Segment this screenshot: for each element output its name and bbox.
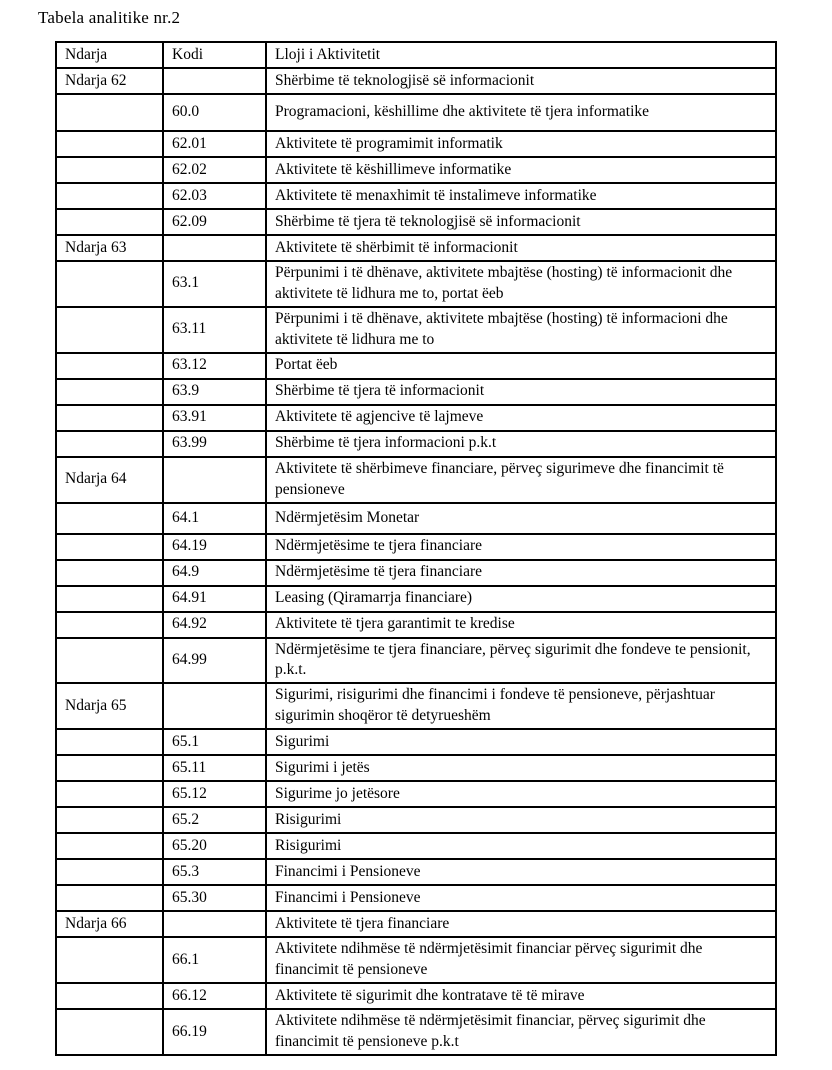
cell-ndarja: [56, 503, 163, 534]
table-row: [56, 235, 776, 261]
cell-lloji: Financimi i Pensioneve: [266, 885, 776, 911]
table-row: [56, 638, 776, 684]
cell-lloji: Përpunimi i të dhënave, aktivitete mbajtëse (hosting) të informacionit dhe aktivitete të lidhura me to, portat ëeb: [266, 261, 776, 307]
cell-ndarja: [56, 307, 163, 353]
cell-lloji: Shërbime të tjera të teknologjisë së informacionit: [266, 209, 776, 235]
cell-kodi: [163, 235, 266, 261]
cell-ndarja: [56, 534, 163, 560]
cell-lloji: Ndërmjetësime te tjera financiare, përveç sigurimit dhe fondeve te pensionit, p.k.t.: [266, 638, 776, 684]
cell-kodi: 65.30: [163, 885, 266, 911]
cell-ndarja: [56, 209, 163, 235]
cell-kodi: 64.9: [163, 560, 266, 586]
table-row: [56, 560, 776, 586]
cell-lloji: Shërbime të tjera të informacionit: [266, 379, 776, 405]
cell-lloji: Risigurimi: [266, 807, 776, 833]
cell-kodi: [163, 68, 266, 94]
cell-ndarja: [56, 937, 163, 983]
cell-ndarja: [56, 431, 163, 457]
table-row: [56, 157, 776, 183]
cell-ndarja: [56, 755, 163, 781]
cell-kodi: 66.19: [163, 1009, 266, 1055]
table-row: [56, 457, 776, 503]
cell-kodi: 62.02: [163, 157, 266, 183]
table-row: [56, 683, 776, 729]
cell-kodi: 65.12: [163, 781, 266, 807]
cell-lloji: Aktivitete të tjera garantimit te kredise: [266, 612, 776, 638]
cell-lloji: Programacioni, këshillime dhe aktivitete të tjera informatike: [266, 94, 776, 131]
cell-kodi: 63.1: [163, 261, 266, 307]
cell-lloji: Aktivitete të sigurimit dhe kontratave të të mirave: [266, 983, 776, 1009]
cell-kodi: 64.19: [163, 534, 266, 560]
cell-kodi: [163, 457, 266, 503]
cell-kodi: 62.03: [163, 183, 266, 209]
table-row: [56, 755, 776, 781]
cell-lloji: Shërbime të tjera informacioni p.k.t: [266, 431, 776, 457]
cell-ndarja: [56, 379, 163, 405]
cell-kodi: [163, 911, 266, 937]
cell-lloji: Aktivitete të agjencive të lajmeve: [266, 405, 776, 431]
header-lloji: Lloji i Aktivitetit: [266, 42, 776, 68]
cell-kodi: 66.1: [163, 937, 266, 983]
table-row: [56, 405, 776, 431]
table-row: [56, 431, 776, 457]
cell-kodi: 66.12: [163, 983, 266, 1009]
cell-kodi: 64.99: [163, 638, 266, 684]
cell-kodi: 63.11: [163, 307, 266, 353]
cell-lloji: Aktivitete të shërbimeve financiare, përveç sigurimeve dhe financimit të pensioneve: [266, 457, 776, 503]
cell-kodi: 63.99: [163, 431, 266, 457]
cell-lloji: Aktivitete të programimit informatik: [266, 131, 776, 157]
cell-ndarja: [56, 183, 163, 209]
cell-ndarja: [56, 586, 163, 612]
table-row: [56, 209, 776, 235]
cell-ndarja: [56, 405, 163, 431]
table-row: [56, 379, 776, 405]
table-row: [56, 911, 776, 937]
table-row: [56, 534, 776, 560]
cell-ndarja: Ndarja 65: [56, 683, 163, 729]
cell-kodi: 65.3: [163, 859, 266, 885]
cell-ndarja: [56, 638, 163, 684]
table-row: [56, 781, 776, 807]
analytic-table: [55, 41, 777, 1056]
cell-kodi: 62.01: [163, 131, 266, 157]
cell-lloji: Aktivitete të shërbimit të informacionit: [266, 235, 776, 261]
cell-ndarja: Ndarja 62: [56, 68, 163, 94]
cell-ndarja: [56, 859, 163, 885]
cell-ndarja: Ndarja 66: [56, 911, 163, 937]
header-kodi: Kodi: [163, 42, 266, 68]
table-row: [56, 94, 776, 131]
table-row: [56, 885, 776, 911]
header-ndarja: Ndarja: [56, 42, 163, 68]
table-row: [56, 307, 776, 353]
cell-lloji: Përpunimi i të dhënave, aktivitete mbajtëse (hosting) të informacioni dhe aktivitete të lidhura me to: [266, 307, 776, 353]
table-row: [56, 612, 776, 638]
table-row: [56, 859, 776, 885]
table-row: [56, 937, 776, 983]
cell-lloji: Leasing (Qiramarrja financiare): [266, 586, 776, 612]
cell-lloji: Ndërmjetësime të tjera financiare: [266, 560, 776, 586]
table-row: [56, 68, 776, 94]
cell-lloji: Aktivitete të menaxhimit të instalimeve informatike: [266, 183, 776, 209]
cell-kodi: 65.20: [163, 833, 266, 859]
cell-ndarja: Ndarja 64: [56, 457, 163, 503]
cell-ndarja: [56, 983, 163, 1009]
table-row: [56, 983, 776, 1009]
table-row: [56, 729, 776, 755]
cell-ndarja: [56, 131, 163, 157]
cell-kodi: 62.09: [163, 209, 266, 235]
cell-ndarja: [56, 560, 163, 586]
cell-kodi: [163, 683, 266, 729]
table-header: [56, 42, 776, 68]
cell-lloji: Sigurimi i jetës: [266, 755, 776, 781]
cell-ndarja: [56, 353, 163, 379]
table-row: [56, 353, 776, 379]
cell-lloji: Shërbime të teknologjisë së informacionit: [266, 68, 776, 94]
table-body: [56, 68, 776, 1055]
cell-lloji: Sigurimi: [266, 729, 776, 755]
cell-lloji: Ndërmjetësim Monetar: [266, 503, 776, 534]
cell-kodi: 60.0: [163, 94, 266, 131]
cell-kodi: 63.12: [163, 353, 266, 379]
cell-lloji: Financimi i Pensioneve: [266, 859, 776, 885]
cell-ndarja: [56, 729, 163, 755]
table-row: [56, 503, 776, 534]
cell-lloji: Sigurimi, risigurimi dhe financimi i fondeve të pensioneve, përjashtuar sigurimin shoqëror të detyrueshëm: [266, 683, 776, 729]
cell-lloji: Aktivitete ndihmëse të ndërmjetësimit financiar, përveç sigurimit dhe financimit të pensioneve p.k.t: [266, 1009, 776, 1055]
cell-ndarja: [56, 94, 163, 131]
table-row: [56, 131, 776, 157]
table-row: [56, 1009, 776, 1055]
cell-lloji: Aktivitete të tjera financiare: [266, 911, 776, 937]
cell-lloji: Sigurime jo jetësore: [266, 781, 776, 807]
table-row: [56, 586, 776, 612]
cell-kodi: 65.11: [163, 755, 266, 781]
cell-ndarja: [56, 1009, 163, 1055]
cell-ndarja: [56, 157, 163, 183]
page-title: Tabela analitike nr.2: [38, 8, 181, 27]
cell-ndarja: [56, 781, 163, 807]
cell-ndarja: [56, 885, 163, 911]
cell-ndarja: Ndarja 63: [56, 235, 163, 261]
header-row: [56, 42, 776, 68]
cell-kodi: 64.91: [163, 586, 266, 612]
table-row: [56, 183, 776, 209]
cell-kodi: 64.92: [163, 612, 266, 638]
cell-lloji: Aktivitete ndihmëse të ndërmjetësimit financiar përveç sigurimit dhe financimit të pensioneve: [266, 937, 776, 983]
cell-ndarja: [56, 612, 163, 638]
cell-kodi: 64.1: [163, 503, 266, 534]
cell-ndarja: [56, 833, 163, 859]
cell-ndarja: [56, 261, 163, 307]
cell-kodi: 63.9: [163, 379, 266, 405]
table-row: [56, 261, 776, 307]
cell-kodi: 65.2: [163, 807, 266, 833]
cell-lloji: Ndërmjetësime te tjera financiare: [266, 534, 776, 560]
cell-kodi: 63.91: [163, 405, 266, 431]
table-row: [56, 833, 776, 859]
cell-lloji: Aktivitete të këshillimeve informatike: [266, 157, 776, 183]
table-row: [56, 807, 776, 833]
cell-lloji: Portat ëeb: [266, 353, 776, 379]
cell-kodi: 65.1: [163, 729, 266, 755]
cell-ndarja: [56, 807, 163, 833]
cell-lloji: Risigurimi: [266, 833, 776, 859]
